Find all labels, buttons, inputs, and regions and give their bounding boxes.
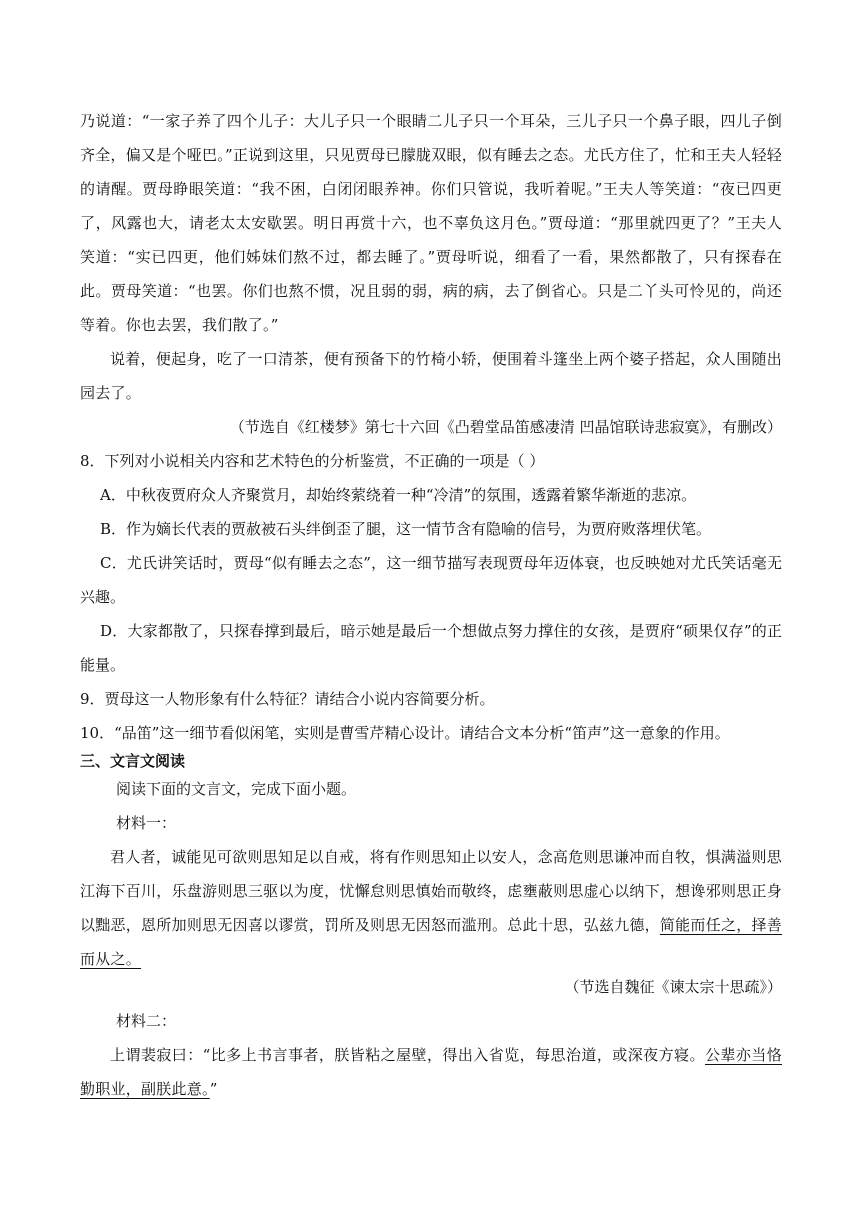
material-2-text-end: ” xyxy=(209,1080,218,1098)
material-1-text-main: 君人者，诚能见可欲则思知足以自戒，将有作则思知止以安人，念高危则思谦冲而自牧，惧满溢则思江海下百川，乐盘游则思三驱以为度，忧懈怠则思慎始而敬终，虑壅蔽则思虚心以纳下，想谗邪则思正身以黜恶，恩所加则思无因喜以谬赏，罚所及则思无因怒而滥刑。总此十思，弘兹九德， xyxy=(80,848,782,934)
material-1-source: （节选自魏征《谏太宗十思疏》） xyxy=(564,978,782,996)
question-8-stem: 8．下列对小说相关内容和艺术特色的分析鉴赏，不正确的一项是（ ） xyxy=(80,452,545,470)
question-8-option-c: C．尤氏讲笑话时，贾母“似有睡去之态”，这一细节描写表现贾母年迈体衰，也反映她对尤氏笑话毫无兴趣。 xyxy=(80,554,782,606)
question-8-option-d: D．大家都散了，只探春撑到最后，暗示她是最后一个想做点努力撑住的女孩，是贾府“硕果仅存”的正能量。 xyxy=(80,622,782,674)
material-1-text xyxy=(80,840,782,976)
passage-paragraph-2: 说着，便起身，吃了一口清茶，便有预备下的竹椅小轿，便围着斗篷坐上两个婆子搭起，众人围随出园去了。 xyxy=(80,350,782,402)
passage-paragraph-1: 乃说道：“一家子养了四个儿子：大儿子只一个眼睛二儿子只一个耳朵，三儿子只一个鼻子眼，四儿子倒齐全，偏又是个哑巴。”正说到这里，只见贾母已朦胧双眼，似有睡去之态。尤氏方住了，忙和王夫人轻轻的请醒。贾母睁眼笑道：“我不困，白闭闭眼养神。你们只管说，我听着呢。”王夫人等笑道：“夜已四更了，风露也大，请老太太安歇罢。明日再赏十六，也不辜负这月色。”贾母道：“那里就四更了？”王夫人笑道：“实已四更，他们姊妹们熬不过，都去睡了。”贾母听说，细看了一看，果然都散了，只有探春在此。贾母笑道：“也罢。你们也熬不惯，况且弱的弱，病的病，去了倒省心。只是二丫头可怜见的，尚还等着。你也去罢，我们散了。” xyxy=(80,112,782,334)
material-1-underlined-sentence: 简能而任之，择善而从之。 xyxy=(80,916,782,968)
material-2-text-main: 上谓裴寂曰：“比多上书言事者，朕皆粘之屋壁，得出入省览，每思治道，或深夜方寝。 xyxy=(110,1046,705,1064)
material-1-label: 材料一： xyxy=(116,814,177,832)
section-instruction: 阅读下面的文言文，完成下面小题。 xyxy=(116,780,357,798)
question-9: 9．贾母这一人物形象有什么特征？请结合小说内容简要分析。 xyxy=(80,690,495,708)
section-heading: 三、文言文阅读 xyxy=(80,752,186,770)
material-2-underlined-sentence: 公辈亦当恪勤职业，副朕此意。 xyxy=(80,1046,782,1098)
question-8-option-b: B．作为嫡长代表的贾赦被石头绊倒歪了腿，这一情节含有隐喻的信号，为贾府败落埋伏笔。 xyxy=(100,520,712,538)
question-8-option-a: A．中秋夜贾府众人齐聚赏月，却始终萦绕着一种“冷清”的氛围，透露着繁华渐逝的悲凉。 xyxy=(100,486,697,504)
material-2-text xyxy=(80,1038,782,1106)
material-2-label: 材料二： xyxy=(116,1012,177,1030)
question-10: 10．“品笛”这一细节看似闲笔，实则是曹雪芹精心设计。请结合文本分析“笛声”这一意象的作用。 xyxy=(80,724,730,742)
passage-source: （节选自《红楼梦》第七十六回《凸碧堂品笛感凄清 凹晶馆联诗悲寂寞》，有删改） xyxy=(229,418,782,436)
